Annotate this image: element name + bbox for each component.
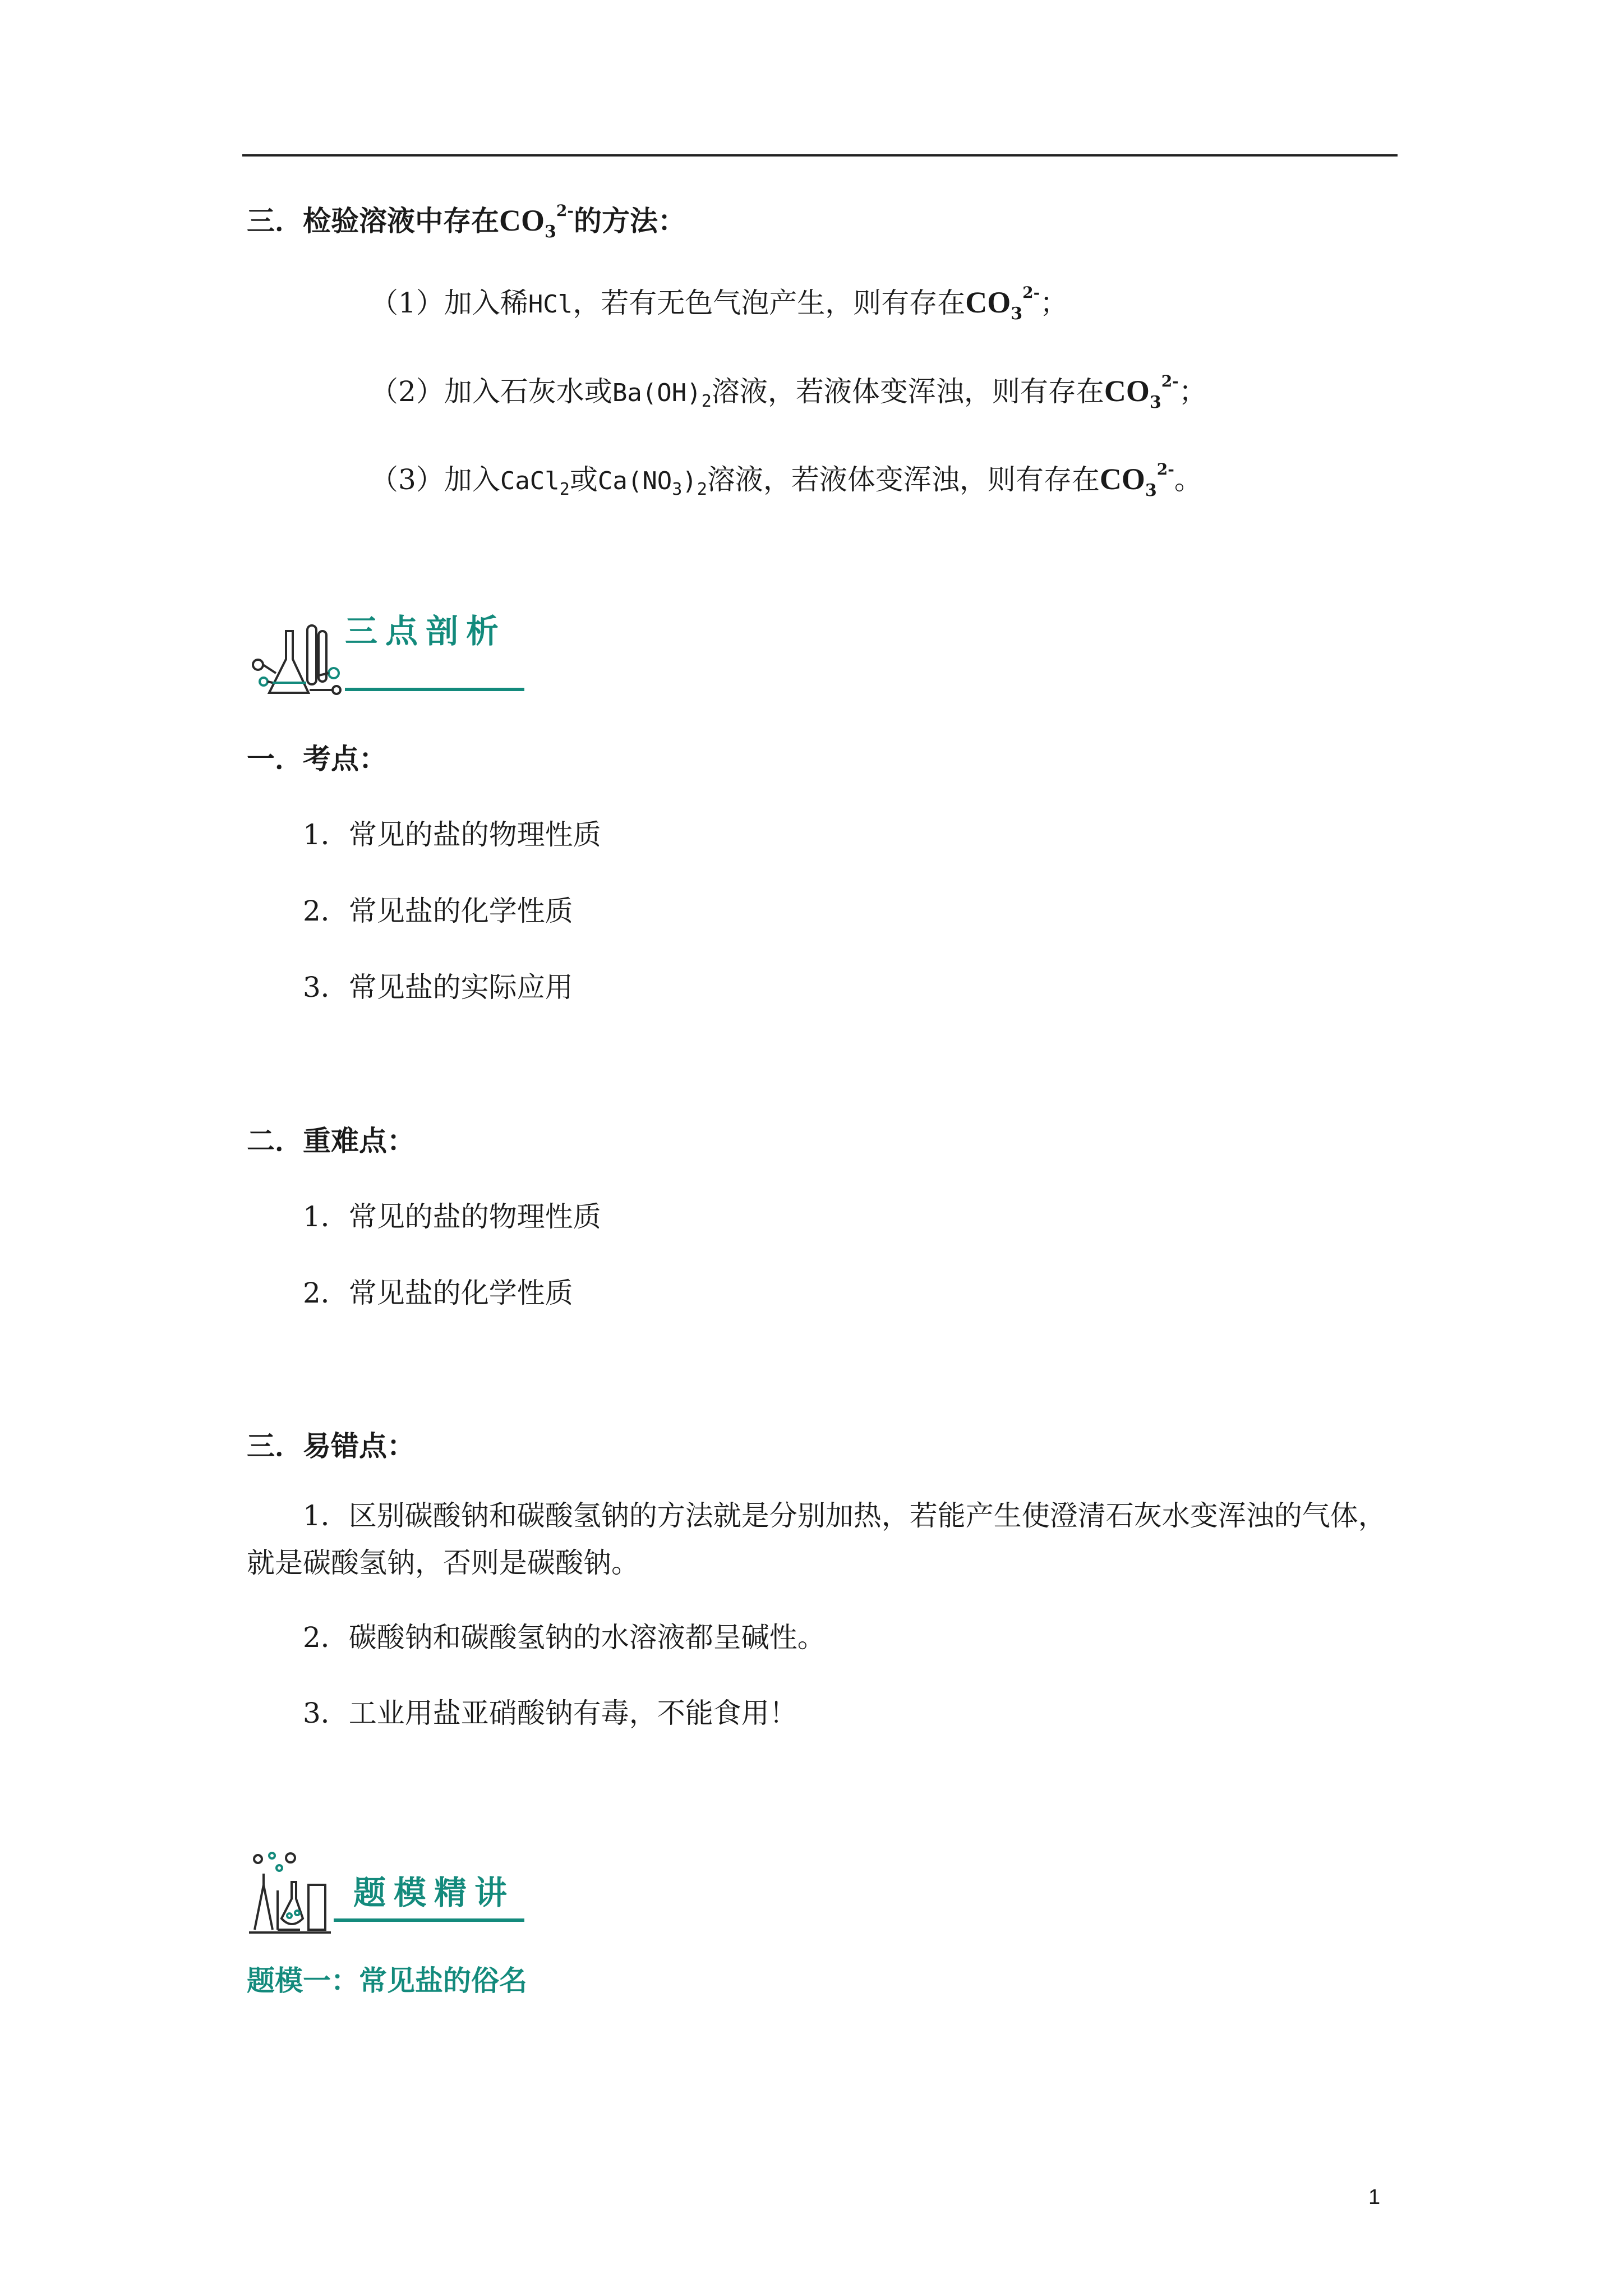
zhongnan-item: 1．常见的盐的物理性质 xyxy=(303,1200,601,1233)
lab-flask-icon xyxy=(247,620,348,704)
method-item-2: （2）加入石灰水或$Ba(OH)_2$溶液，若液体变浑浊，则有存在$CO_3^{2-}$； xyxy=(370,372,1207,412)
yicuo-item: 3．工业用盐亚硝酸钠有毒，不能食用！ xyxy=(303,1697,797,1729)
method-item-1: （1）加入稀HCl，若有无色气泡产生，则有存在$CO_3^{2-}$； xyxy=(370,283,1068,324)
lab-apparatus-icon xyxy=(247,1851,336,1935)
method-item-3: （3）加入CaCl$_2$或$Ca(NO_3)_2$溶液，若液体变浑浊，则有存在$CO_3^{2-}$。 xyxy=(370,460,1202,500)
yicuo-item: 2．碳酸钠和碳酸氢钠的水溶液都呈碱性。 xyxy=(303,1621,826,1654)
header-rule xyxy=(242,154,1398,157)
yicuo-item: 1．区别碳酸钠和碳酸氢钠的方法就是分别加热，若能产生使澄清石灰水变浑浊的气体，就是碳酸氢钠，否则是碳酸钠。 xyxy=(247,1499,1386,1579)
practice-title-underline xyxy=(334,1918,524,1922)
kaodian-item: 2．常见盐的化学性质 xyxy=(303,895,573,927)
practice-subtitle: 题模一：常见盐的俗名 xyxy=(247,1964,527,1997)
practice-title: 题模精讲 xyxy=(353,1874,515,1912)
page-number: 1 xyxy=(1368,2185,1381,2209)
zhongnan-title: 二．重难点： xyxy=(247,1124,415,1157)
analysis-title: 三点剖析 xyxy=(345,612,507,650)
zhongnan-item: 2．常见盐的化学性质 xyxy=(303,1277,573,1309)
yicuo-title: 三．易错点： xyxy=(247,1429,415,1462)
kaodian-item: 3．常见盐的实际应用 xyxy=(303,971,573,1004)
section3-heading: 三．检验溶液中存在$CO_3^{2-}$的方法： xyxy=(247,201,686,242)
kaodian-item: 1．常见的盐的物理性质 xyxy=(303,818,601,851)
analysis-title-underline xyxy=(345,688,524,691)
kaodian-title: 一．考点： xyxy=(247,742,387,775)
